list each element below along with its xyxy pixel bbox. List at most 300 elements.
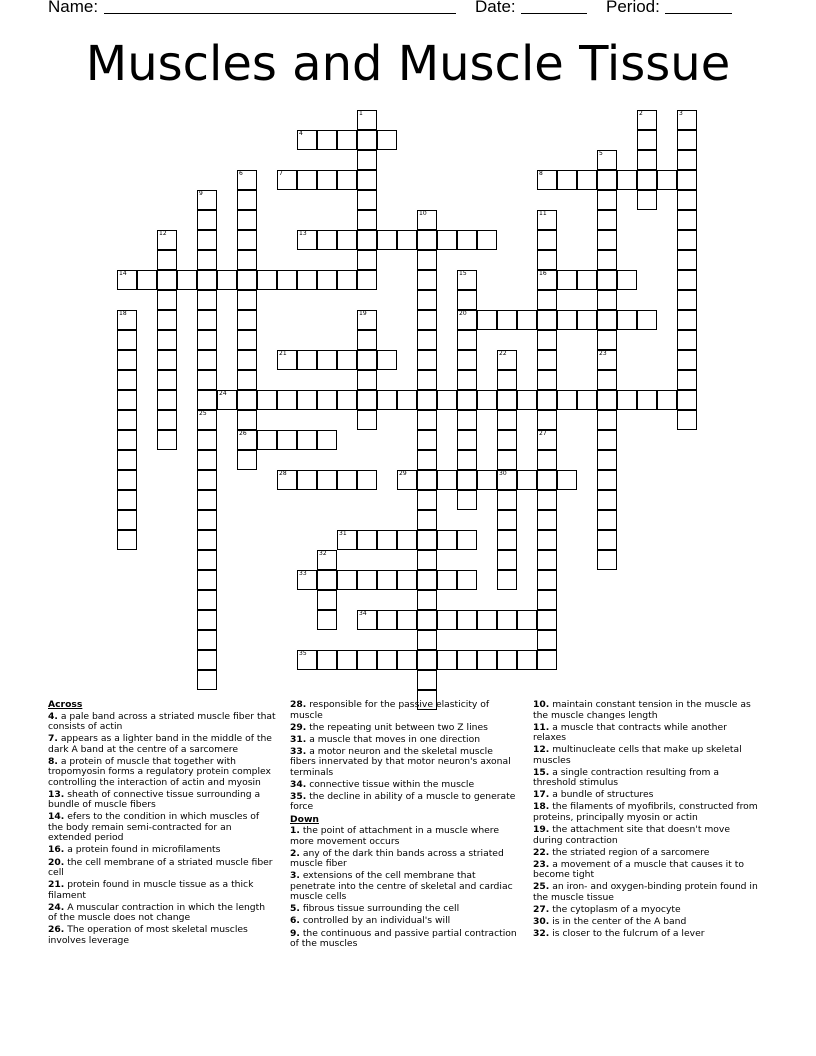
- crossword-cell[interactable]: [597, 330, 617, 350]
- crossword-cell[interactable]: [137, 270, 157, 290]
- crossword-cell[interactable]: [377, 130, 397, 150]
- crossword-cell[interactable]: [237, 410, 257, 430]
- crossword-cell[interactable]: [537, 330, 557, 350]
- crossword-cell[interactable]: [337, 650, 357, 670]
- crossword-cell[interactable]: [417, 210, 437, 230]
- crossword-cell[interactable]: [197, 490, 217, 510]
- crossword-cell[interactable]: [357, 230, 377, 250]
- crossword-cell[interactable]: [317, 170, 337, 190]
- crossword-cell[interactable]: [157, 290, 177, 310]
- crossword-cell[interactable]: [457, 270, 477, 290]
- crossword-cell[interactable]: [397, 230, 417, 250]
- crossword-cell[interactable]: [297, 430, 317, 450]
- crossword-cell[interactable]: [277, 470, 297, 490]
- crossword-cell[interactable]: [237, 190, 257, 210]
- crossword-cell[interactable]: [337, 130, 357, 150]
- crossword-cell[interactable]: [537, 350, 557, 370]
- crossword-cell[interactable]: [597, 350, 617, 370]
- crossword-cell[interactable]: [297, 130, 317, 150]
- crossword-cell[interactable]: [537, 630, 557, 650]
- crossword-cell[interactable]: [617, 170, 637, 190]
- crossword-cell[interactable]: [457, 410, 477, 430]
- crossword-cell[interactable]: [637, 110, 657, 130]
- crossword-cell[interactable]: [617, 270, 637, 290]
- crossword-cell[interactable]: [497, 410, 517, 430]
- crossword-cell[interactable]: [377, 230, 397, 250]
- crossword-cell[interactable]: [537, 310, 557, 330]
- crossword-cell[interactable]: [457, 330, 477, 350]
- crossword-cell[interactable]: [197, 430, 217, 450]
- crossword-cell[interactable]: [357, 650, 377, 670]
- crossword-cell[interactable]: [677, 270, 697, 290]
- crossword-cell[interactable]: [257, 430, 277, 450]
- crossword-cell[interactable]: [157, 230, 177, 250]
- crossword-cell[interactable]: [637, 190, 657, 210]
- crossword-cell[interactable]: [637, 170, 657, 190]
- crossword-cell[interactable]: [357, 110, 377, 130]
- crossword-cell[interactable]: [657, 170, 677, 190]
- crossword-cell[interactable]: [537, 490, 557, 510]
- crossword-cell[interactable]: [357, 370, 377, 390]
- crossword-cell[interactable]: [497, 310, 517, 330]
- crossword-cell[interactable]: [477, 650, 497, 670]
- crossword-cell[interactable]: [237, 170, 257, 190]
- crossword-cell[interactable]: [597, 190, 617, 210]
- crossword-cell[interactable]: [197, 610, 217, 630]
- crossword-cell[interactable]: [517, 470, 537, 490]
- crossword-cell[interactable]: [597, 450, 617, 470]
- crossword-cell[interactable]: [597, 530, 617, 550]
- crossword-cell[interactable]: [637, 390, 657, 410]
- crossword-cell[interactable]: [677, 350, 697, 370]
- crossword-cell[interactable]: [237, 330, 257, 350]
- crossword-cell[interactable]: [417, 570, 437, 590]
- crossword-cell[interactable]: [197, 310, 217, 330]
- crossword-cell[interactable]: [317, 230, 337, 250]
- crossword-cell[interactable]: [357, 270, 377, 290]
- crossword-cell[interactable]: [197, 190, 217, 210]
- crossword-cell[interactable]: [197, 350, 217, 370]
- crossword-cell[interactable]: [457, 290, 477, 310]
- crossword-cell[interactable]: [317, 390, 337, 410]
- crossword-cell[interactable]: [157, 330, 177, 350]
- crossword-cell[interactable]: [437, 230, 457, 250]
- crossword-cell[interactable]: [237, 250, 257, 270]
- crossword-cell[interactable]: [397, 390, 417, 410]
- crossword-cell[interactable]: [437, 570, 457, 590]
- crossword-cell[interactable]: [457, 430, 477, 450]
- crossword-cell[interactable]: [397, 470, 417, 490]
- crossword-cell[interactable]: [497, 430, 517, 450]
- crossword-cell[interactable]: [597, 410, 617, 430]
- crossword-cell[interactable]: [277, 170, 297, 190]
- crossword-cell[interactable]: [317, 270, 337, 290]
- crossword-cell[interactable]: [117, 410, 137, 430]
- crossword-cell[interactable]: [197, 590, 217, 610]
- crossword-cell[interactable]: [457, 230, 477, 250]
- crossword-cell[interactable]: [537, 550, 557, 570]
- crossword-cell[interactable]: [237, 210, 257, 230]
- crossword-cell[interactable]: [257, 270, 277, 290]
- crossword-cell[interactable]: [437, 390, 457, 410]
- crossword-cell[interactable]: [677, 250, 697, 270]
- crossword-cell[interactable]: [537, 270, 557, 290]
- crossword-cell[interactable]: [157, 410, 177, 430]
- crossword-cell[interactable]: [537, 470, 557, 490]
- crossword-cell[interactable]: [537, 530, 557, 550]
- crossword-cell[interactable]: [157, 250, 177, 270]
- crossword-cell[interactable]: [337, 270, 357, 290]
- crossword-cell[interactable]: [317, 470, 337, 490]
- crossword-cell[interactable]: [517, 390, 537, 410]
- crossword-cell[interactable]: [457, 370, 477, 390]
- crossword-cell[interactable]: [577, 170, 597, 190]
- crossword-cell[interactable]: [277, 270, 297, 290]
- crossword-cell[interactable]: [517, 610, 537, 630]
- crossword-cell[interactable]: [197, 250, 217, 270]
- crossword-cell[interactable]: [497, 470, 517, 490]
- crossword-cell[interactable]: [257, 390, 277, 410]
- crossword-cell[interactable]: [117, 510, 137, 530]
- crossword-cell[interactable]: [417, 330, 437, 350]
- crossword-cell[interactable]: [357, 130, 377, 150]
- crossword-cell[interactable]: [417, 670, 437, 690]
- crossword-cell[interactable]: [317, 570, 337, 590]
- crossword-cell[interactable]: [297, 570, 317, 590]
- crossword-cell[interactable]: [677, 190, 697, 210]
- crossword-cell[interactable]: [357, 390, 377, 410]
- crossword-cell[interactable]: [377, 350, 397, 370]
- crossword-cell[interactable]: [217, 390, 237, 410]
- crossword-cell[interactable]: [197, 450, 217, 470]
- crossword-cell[interactable]: [477, 470, 497, 490]
- crossword-cell[interactable]: [417, 270, 437, 290]
- crossword-cell[interactable]: [477, 230, 497, 250]
- crossword-cell[interactable]: [377, 530, 397, 550]
- crossword-cell[interactable]: [537, 590, 557, 610]
- crossword-cell[interactable]: [517, 650, 537, 670]
- crossword-cell[interactable]: [557, 470, 577, 490]
- crossword-cell[interactable]: [597, 230, 617, 250]
- crossword-cell[interactable]: [197, 650, 217, 670]
- crossword-cell[interactable]: [677, 310, 697, 330]
- crossword-cell[interactable]: [557, 390, 577, 410]
- crossword-cell[interactable]: [117, 530, 137, 550]
- crossword-cell[interactable]: [657, 390, 677, 410]
- crossword-cell[interactable]: [597, 270, 617, 290]
- crossword-cell[interactable]: [497, 390, 517, 410]
- crossword-cell[interactable]: [117, 350, 137, 370]
- crossword-cell[interactable]: [197, 670, 217, 690]
- crossword-cell[interactable]: [357, 250, 377, 270]
- crossword-cell[interactable]: [337, 230, 357, 250]
- crossword-cell[interactable]: [117, 310, 137, 330]
- crossword-cell[interactable]: [297, 350, 317, 370]
- crossword-cell[interactable]: [597, 250, 617, 270]
- crossword-cell[interactable]: [597, 150, 617, 170]
- crossword-cell[interactable]: [537, 170, 557, 190]
- crossword-cell[interactable]: [597, 370, 617, 390]
- crossword-cell[interactable]: [197, 470, 217, 490]
- crossword-cell[interactable]: [417, 490, 437, 510]
- crossword-cell[interactable]: [297, 390, 317, 410]
- crossword-cell[interactable]: [157, 430, 177, 450]
- crossword-cell[interactable]: [197, 390, 217, 410]
- crossword-cell[interactable]: [377, 390, 397, 410]
- crossword-cell[interactable]: [377, 650, 397, 670]
- crossword-cell[interactable]: [497, 510, 517, 530]
- crossword-cell[interactable]: [337, 350, 357, 370]
- crossword-cell[interactable]: [537, 650, 557, 670]
- crossword-cell[interactable]: [357, 330, 377, 350]
- crossword-cell[interactable]: [297, 230, 317, 250]
- crossword-cell[interactable]: [497, 450, 517, 470]
- crossword-cell[interactable]: [357, 410, 377, 430]
- crossword-cell[interactable]: [457, 390, 477, 410]
- crossword-cell[interactable]: [277, 430, 297, 450]
- crossword-cell[interactable]: [517, 310, 537, 330]
- crossword-cell[interactable]: [437, 610, 457, 630]
- crossword-cell[interactable]: [377, 570, 397, 590]
- crossword-cell[interactable]: [117, 470, 137, 490]
- crossword-cell[interactable]: [537, 450, 557, 470]
- crossword-cell[interactable]: [457, 350, 477, 370]
- crossword-cell[interactable]: [237, 350, 257, 370]
- crossword-cell[interactable]: [497, 650, 517, 670]
- crossword-cell[interactable]: [237, 230, 257, 250]
- crossword-cell[interactable]: [597, 470, 617, 490]
- crossword-cell[interactable]: [157, 350, 177, 370]
- crossword-cell[interactable]: [397, 650, 417, 670]
- crossword-cell[interactable]: [677, 290, 697, 310]
- crossword-cell[interactable]: [237, 450, 257, 470]
- crossword-cell[interactable]: [217, 270, 237, 290]
- crossword-cell[interactable]: [357, 210, 377, 230]
- crossword-cell[interactable]: [197, 410, 217, 430]
- crossword-cell[interactable]: [417, 550, 437, 570]
- crossword-cell[interactable]: [637, 130, 657, 150]
- crossword-cell[interactable]: [497, 370, 517, 390]
- crossword-cell[interactable]: [317, 590, 337, 610]
- crossword-cell[interactable]: [457, 470, 477, 490]
- crossword-cell[interactable]: [397, 530, 417, 550]
- crossword-cell[interactable]: [277, 390, 297, 410]
- crossword-cell[interactable]: [597, 510, 617, 530]
- crossword-cell[interactable]: [457, 450, 477, 470]
- crossword-cell[interactable]: [317, 610, 337, 630]
- crossword-cell[interactable]: [637, 150, 657, 170]
- crossword-cell[interactable]: [417, 390, 437, 410]
- crossword-cell[interactable]: [597, 490, 617, 510]
- crossword-cell[interactable]: [477, 390, 497, 410]
- crossword-cell[interactable]: [677, 410, 697, 430]
- crossword-cell[interactable]: [457, 530, 477, 550]
- crossword-cell[interactable]: [497, 530, 517, 550]
- crossword-cell[interactable]: [397, 570, 417, 590]
- crossword-cell[interactable]: [297, 170, 317, 190]
- crossword-cell[interactable]: [597, 390, 617, 410]
- crossword-cell[interactable]: [417, 590, 437, 610]
- crossword-cell[interactable]: [117, 330, 137, 350]
- crossword-cell[interactable]: [597, 210, 617, 230]
- crossword-cell[interactable]: [417, 310, 437, 330]
- crossword-cell[interactable]: [317, 650, 337, 670]
- crossword-cell[interactable]: [197, 510, 217, 530]
- crossword-cell[interactable]: [577, 270, 597, 290]
- crossword-cell[interactable]: [117, 490, 137, 510]
- crossword-cell[interactable]: [117, 270, 137, 290]
- crossword-cell[interactable]: [617, 390, 637, 410]
- crossword-cell[interactable]: [397, 610, 417, 630]
- crossword-cell[interactable]: [417, 510, 437, 530]
- crossword-cell[interactable]: [317, 430, 337, 450]
- crossword-cell[interactable]: [537, 290, 557, 310]
- crossword-cell[interactable]: [597, 310, 617, 330]
- crossword-cell[interactable]: [357, 190, 377, 210]
- crossword-cell[interactable]: [497, 570, 517, 590]
- crossword-cell[interactable]: [197, 290, 217, 310]
- crossword-cell[interactable]: [637, 310, 657, 330]
- crossword-cell[interactable]: [537, 230, 557, 250]
- crossword-cell[interactable]: [417, 630, 437, 650]
- crossword-cell[interactable]: [197, 230, 217, 250]
- crossword-cell[interactable]: [677, 390, 697, 410]
- crossword-cell[interactable]: [337, 470, 357, 490]
- crossword-cell[interactable]: [597, 430, 617, 450]
- crossword-cell[interactable]: [117, 430, 137, 450]
- crossword-cell[interactable]: [157, 390, 177, 410]
- crossword-cell[interactable]: [457, 610, 477, 630]
- crossword-cell[interactable]: [357, 350, 377, 370]
- crossword-cell[interactable]: [537, 510, 557, 530]
- crossword-cell[interactable]: [557, 170, 577, 190]
- crossword-cell[interactable]: [457, 490, 477, 510]
- crossword-cell[interactable]: [677, 330, 697, 350]
- crossword-cell[interactable]: [357, 310, 377, 330]
- crossword-cell[interactable]: [537, 210, 557, 230]
- crossword-cell[interactable]: [417, 650, 437, 670]
- crossword-cell[interactable]: [437, 530, 457, 550]
- crossword-cell[interactable]: [317, 550, 337, 570]
- crossword-cell[interactable]: [177, 270, 197, 290]
- crossword-cell[interactable]: [537, 390, 557, 410]
- crossword-cell[interactable]: [677, 170, 697, 190]
- crossword-cell[interactable]: [457, 650, 477, 670]
- crossword-cell[interactable]: [417, 530, 437, 550]
- crossword-cell[interactable]: [337, 570, 357, 590]
- crossword-cell[interactable]: [357, 150, 377, 170]
- crossword-cell[interactable]: [537, 430, 557, 450]
- crossword-cell[interactable]: [537, 570, 557, 590]
- crossword-cell[interactable]: [677, 150, 697, 170]
- crossword-cell[interactable]: [197, 370, 217, 390]
- crossword-cell[interactable]: [337, 170, 357, 190]
- crossword-cell[interactable]: [277, 350, 297, 370]
- crossword-cell[interactable]: [317, 350, 337, 370]
- crossword-cell[interactable]: [357, 470, 377, 490]
- crossword-cell[interactable]: [677, 210, 697, 230]
- crossword-cell[interactable]: [497, 550, 517, 570]
- crossword-cell[interactable]: [337, 530, 357, 550]
- crossword-cell[interactable]: [597, 550, 617, 570]
- crossword-cell[interactable]: [557, 310, 577, 330]
- crossword-cell[interactable]: [677, 130, 697, 150]
- crossword-cell[interactable]: [677, 110, 697, 130]
- crossword-cell[interactable]: [437, 470, 457, 490]
- crossword-cell[interactable]: [497, 490, 517, 510]
- crossword-cell[interactable]: [417, 430, 437, 450]
- crossword-cell[interactable]: [357, 570, 377, 590]
- crossword-cell[interactable]: [117, 370, 137, 390]
- crossword-cell[interactable]: [457, 570, 477, 590]
- crossword-cell[interactable]: [417, 450, 437, 470]
- crossword-cell[interactable]: [477, 310, 497, 330]
- crossword-cell[interactable]: [197, 270, 217, 290]
- crossword-cell[interactable]: [417, 230, 437, 250]
- crossword-cell[interactable]: [237, 390, 257, 410]
- crossword-cell[interactable]: [237, 290, 257, 310]
- crossword-cell[interactable]: [417, 370, 437, 390]
- crossword-cell[interactable]: [597, 170, 617, 190]
- crossword-cell[interactable]: [357, 170, 377, 190]
- crossword-cell[interactable]: [237, 270, 257, 290]
- crossword-cell[interactable]: [417, 410, 437, 430]
- crossword-cell[interactable]: [117, 450, 137, 470]
- crossword-cell[interactable]: [237, 310, 257, 330]
- crossword-cell[interactable]: [677, 370, 697, 390]
- crossword-cell[interactable]: [157, 370, 177, 390]
- crossword-cell[interactable]: [417, 290, 437, 310]
- crossword-cell[interactable]: [157, 270, 177, 290]
- crossword-cell[interactable]: [337, 390, 357, 410]
- crossword-cell[interactable]: [197, 330, 217, 350]
- crossword-cell[interactable]: [317, 130, 337, 150]
- crossword-cell[interactable]: [597, 290, 617, 310]
- crossword-cell[interactable]: [677, 230, 697, 250]
- crossword-cell[interactable]: [577, 310, 597, 330]
- crossword-cell[interactable]: [497, 350, 517, 370]
- crossword-cell[interactable]: [537, 610, 557, 630]
- crossword-cell[interactable]: [297, 650, 317, 670]
- crossword-cell[interactable]: [557, 270, 577, 290]
- crossword-cell[interactable]: [297, 270, 317, 290]
- crossword-cell[interactable]: [117, 390, 137, 410]
- crossword-cell[interactable]: [577, 390, 597, 410]
- crossword-cell[interactable]: [297, 470, 317, 490]
- crossword-cell[interactable]: [457, 310, 477, 330]
- crossword-cell[interactable]: [417, 470, 437, 490]
- crossword-cell[interactable]: [537, 410, 557, 430]
- crossword-cell[interactable]: [197, 630, 217, 650]
- crossword-cell[interactable]: [417, 610, 437, 630]
- crossword-cell[interactable]: [537, 250, 557, 270]
- crossword-cell[interactable]: [237, 430, 257, 450]
- crossword-cell[interactable]: [237, 370, 257, 390]
- crossword-cell[interactable]: [357, 610, 377, 630]
- crossword-cell[interactable]: [197, 570, 217, 590]
- crossword-cell[interactable]: [477, 610, 497, 630]
- crossword-cell[interactable]: [417, 350, 437, 370]
- crossword-cell[interactable]: [377, 610, 397, 630]
- crossword-cell[interactable]: [197, 530, 217, 550]
- crossword-cell[interactable]: [357, 530, 377, 550]
- crossword-cell[interactable]: [437, 650, 457, 670]
- crossword-cell[interactable]: [197, 550, 217, 570]
- crossword-cell[interactable]: [497, 610, 517, 630]
- crossword-cell[interactable]: [537, 370, 557, 390]
- crossword-cell[interactable]: [197, 210, 217, 230]
- crossword-cell[interactable]: [157, 310, 177, 330]
